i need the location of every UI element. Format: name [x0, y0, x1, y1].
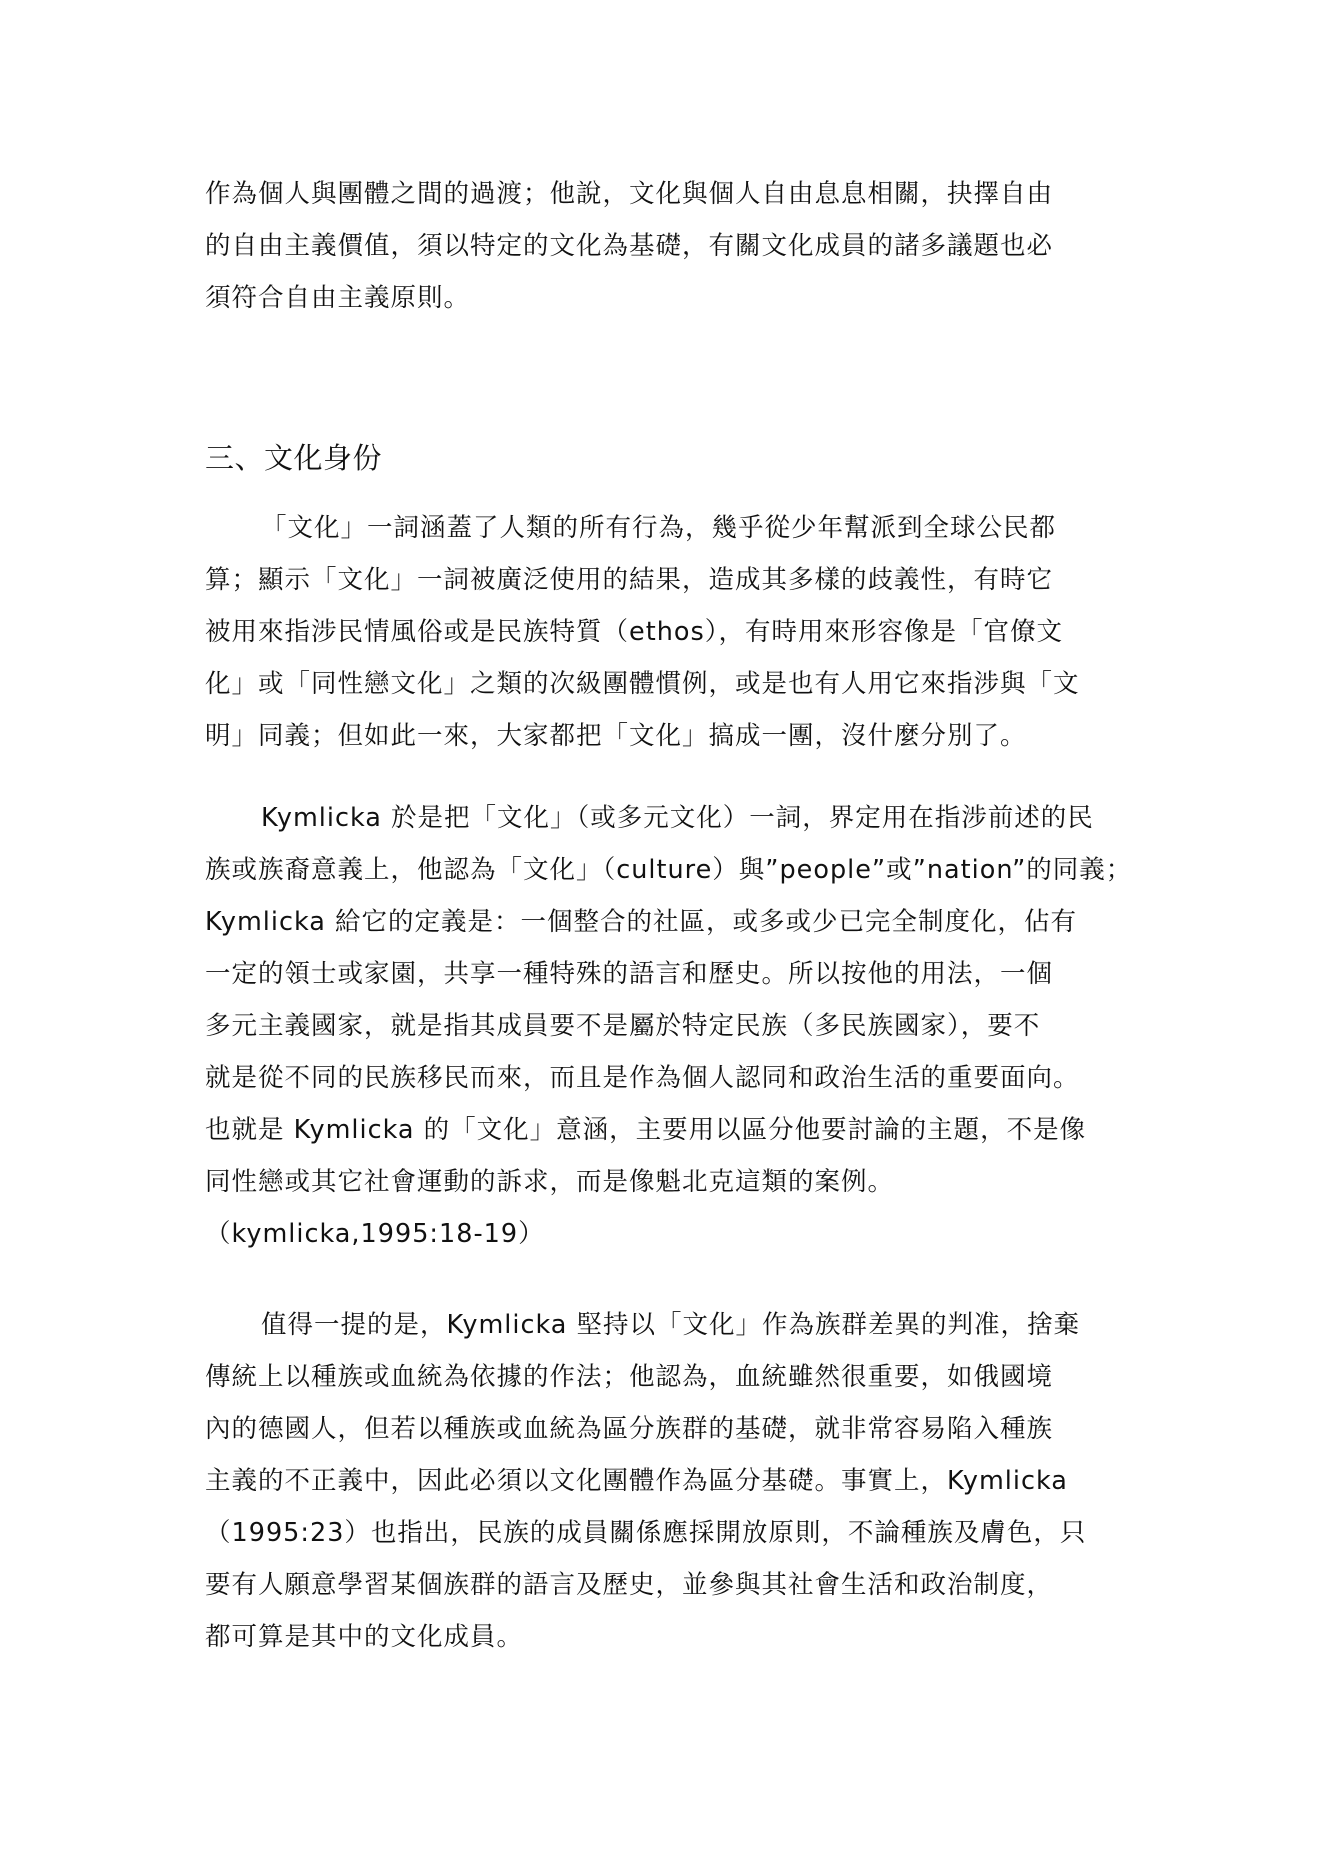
- paragraph-line: 一定的領士或家園，共享一種特殊的語言和歷史。所以按他的用法，一個: [205, 959, 1054, 989]
- paragraph-line: 內的德國人，但若以種族或血統為區分族群的基礎，就非常容易陷入種族: [205, 1414, 1054, 1444]
- paragraph-line: 族或族裔意義上，他認為「文化」（culture）與”people”或”nation”的同義；: [205, 855, 1133, 885]
- section-heading: 三、文化身份: [205, 441, 383, 475]
- paragraph-culture-definition: [205, 502, 1140, 762]
- paragraph-line: 要有人願意學習某個族群的語言及歷史，並參與其社會生活和政治制度，: [205, 1570, 1054, 1600]
- paragraph-line: 算；顯示「文化」一詞被廣泛使用的結果，造成其多樣的歧義性，有時它: [205, 565, 1054, 595]
- paragraph-line: 作為個人與團體之間的過渡；他說，文化與個人自由息息相關，抉擇自由: [205, 179, 1054, 209]
- paragraph-line: Kymlicka 給它的定義是：一個整合的社區，或多或少已完全制度化，佔有: [205, 907, 1078, 937]
- paragraph-line: 主義的不正義中，因此必須以文化團體作為區分基礎。事實上，Kymlicka: [205, 1466, 1068, 1496]
- paragraph-line: 的自由主義價值，須以特定的文化為基礎，有關文化成員的諸多議題也必: [205, 231, 1054, 261]
- paragraph-line: （1995:23）也指出，民族的成員關係應採開放原則，不論種族及膚色，只: [205, 1518, 1087, 1548]
- paragraph-line: 同性戀或其它社會運動的訴求，而是像魁北克這類的案例。: [205, 1167, 895, 1197]
- paragraph-kymlicka-culture: [205, 792, 1140, 1260]
- paragraph-line: 也就是 Kymlicka 的「文化」意涵，主要用以區分他要討論的主題，不是像: [205, 1115, 1087, 1145]
- paragraph-line: 化」或「同性戀文化」之類的次級團體慣例，或是也有人用它來指涉與「文: [205, 669, 1080, 699]
- paragraph-line: 「文化」一詞涵蓋了人類的所有行為，幾乎從少年幫派到全球公民都: [261, 513, 1057, 543]
- paragraph-line: 明」同義；但如此一來，大家都把「文化」搞成一團，沒什麼分別了。: [205, 721, 1027, 751]
- paragraph-line: 被用來指涉民情風俗或是民族特質（ethos），有時用來形容像是「官僚文: [205, 617, 1063, 647]
- paragraph-intro: [205, 168, 1140, 324]
- paragraph-line: 值得一提的是，Kymlicka 堅持以「文化」作為族群差異的判准，捨棄: [261, 1310, 1081, 1340]
- paragraph-line: 須符合自由主義原則。: [205, 283, 471, 313]
- paragraph-line: 傳統上以種族或血統為依據的作法；他認為，血統雖然很重要，如俄國境: [205, 1362, 1054, 1392]
- paragraph-culture-vs-race: [205, 1299, 1140, 1663]
- paragraph-line: Kymlicka 於是把「文化」（或多元文化）一詞，界定用在指涉前述的民: [261, 803, 1094, 833]
- paragraph-line: 都可算是其中的文化成員。: [205, 1622, 524, 1652]
- citation-line: （kymlicka,1995:18-19）: [205, 1219, 545, 1249]
- paragraph-line: 多元主義國家，就是指其成員要不是屬於特定民族（多民族國家），要不: [205, 1011, 1041, 1041]
- paragraph-line: 就是從不同的民族移民而來，而且是作為個人認同和政治生活的重要面向。: [205, 1063, 1080, 1093]
